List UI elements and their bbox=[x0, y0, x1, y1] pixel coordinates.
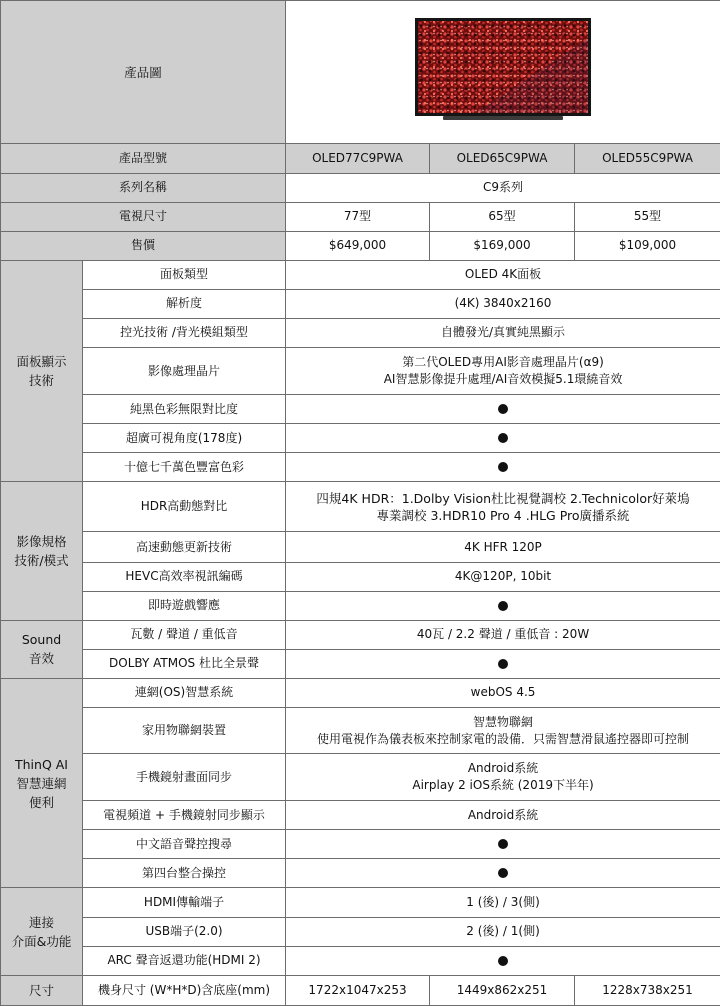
spec-label: 影像處理晶片 bbox=[83, 347, 286, 394]
supported-dot-icon bbox=[498, 868, 508, 878]
price-value: $169,000 bbox=[430, 231, 575, 260]
spec-label: 連網(OS)智慧系統 bbox=[83, 678, 286, 707]
spec-label: 面板類型 bbox=[83, 260, 286, 289]
product-image-cell bbox=[286, 1, 720, 144]
spec-row bbox=[1, 347, 720, 394]
dimension-value: 1722x1047x253 bbox=[286, 975, 430, 1005]
spec-row bbox=[1, 482, 720, 532]
spec-value bbox=[286, 830, 720, 859]
spec-row bbox=[1, 532, 720, 562]
size-value: 65型 bbox=[430, 202, 575, 231]
spec-row bbox=[1, 591, 720, 620]
dimension-value: 1449x862x251 bbox=[430, 975, 575, 1005]
spec-value: 自體發光/真實純黑顯示 bbox=[286, 318, 720, 347]
series-row bbox=[1, 173, 720, 202]
spec-label: DOLBY ATMOS 杜比全景聲 bbox=[83, 649, 286, 678]
spec-label: HEVC高效率視訊編碼 bbox=[83, 562, 286, 591]
series-value: C9系列 bbox=[286, 173, 720, 202]
spec-row bbox=[1, 318, 720, 347]
spec-label: 電視頻道 + 手機鏡射同步顯示 bbox=[83, 801, 286, 830]
spec-row bbox=[1, 801, 720, 830]
dimension-row bbox=[1, 975, 720, 1005]
spec-label: ARC 聲音返還功能(HDMI 2) bbox=[83, 946, 286, 975]
spec-row bbox=[1, 289, 720, 318]
price-label: 售價 bbox=[1, 231, 286, 260]
spec-label: 超廣可視角度(178度) bbox=[83, 424, 286, 453]
spec-value bbox=[286, 424, 720, 453]
spec-value bbox=[286, 946, 720, 975]
group-dimension-label: 尺寸 bbox=[1, 975, 83, 1005]
spec-value: OLED 4K面板 bbox=[286, 260, 720, 289]
supported-dot-icon bbox=[498, 659, 508, 669]
size-label: 電視尺寸 bbox=[1, 202, 286, 231]
supported-dot-icon bbox=[498, 839, 508, 849]
spec-label: 高速動態更新技術 bbox=[83, 532, 286, 562]
spec-value: 2 (後) / 1(側) bbox=[286, 917, 720, 946]
spec-row bbox=[1, 395, 720, 424]
spec-value: 40瓦 / 2.2 聲道 / 重低音 : 20W bbox=[286, 620, 720, 649]
spec-label: USB端子(2.0) bbox=[83, 917, 286, 946]
supported-dot-icon bbox=[498, 462, 508, 472]
spec-row bbox=[1, 830, 720, 859]
group-thinq-label: ThinQ AI 智慧連網 便利 bbox=[1, 678, 83, 888]
product-image-row bbox=[1, 1, 720, 144]
group-connect-label: 連接 介面&功能 bbox=[1, 888, 83, 975]
tv-product-image bbox=[415, 18, 591, 127]
spec-value: 智慧物聯網 使用電視作為儀表板來控制家電的設備．只需智慧滑鼠遙控器即可控制 bbox=[286, 707, 720, 753]
spec-value: 第二代OLED專用AI影音處理晶片(α9) AI智慧影像提升處理/AI音效模擬5.1環繞音效 bbox=[286, 347, 720, 394]
spec-value: 4K@120P, 10bit bbox=[286, 562, 720, 591]
size-value: 77型 bbox=[286, 202, 430, 231]
model-value: OLED65C9PWA bbox=[430, 144, 575, 173]
supported-dot-icon bbox=[498, 433, 508, 443]
spec-label: 即時遊戲響應 bbox=[83, 591, 286, 620]
supported-dot-icon bbox=[498, 956, 508, 966]
spec-label: 控光技術 /背光模組類型 bbox=[83, 318, 286, 347]
group-panel-label: 面板顯示 技術 bbox=[1, 260, 83, 482]
spec-row bbox=[1, 859, 720, 888]
spec-row bbox=[1, 946, 720, 975]
spec-row bbox=[1, 649, 720, 678]
spec-value bbox=[286, 453, 720, 482]
spec-row bbox=[1, 562, 720, 591]
series-label: 系列名稱 bbox=[1, 173, 286, 202]
tv-illustration bbox=[415, 18, 591, 122]
model-row bbox=[1, 144, 720, 173]
spec-row bbox=[1, 754, 720, 801]
product-image-label: 產品圖 bbox=[1, 1, 286, 144]
spec-row bbox=[1, 424, 720, 453]
group-sound-label: Sound 音效 bbox=[1, 620, 83, 678]
supported-dot-icon bbox=[498, 404, 508, 414]
spec-row bbox=[1, 620, 720, 649]
spec-value bbox=[286, 649, 720, 678]
spec-label: 手機鏡射畫面同步 bbox=[83, 754, 286, 801]
price-value: $109,000 bbox=[575, 231, 720, 260]
spec-label: 純黑色彩無限對比度 bbox=[83, 395, 286, 424]
spec-value: webOS 4.5 bbox=[286, 678, 720, 707]
spec-label: 解析度 bbox=[83, 289, 286, 318]
spec-row bbox=[1, 888, 720, 917]
spec-label: 家用物聯網裝置 bbox=[83, 707, 286, 753]
spec-row bbox=[1, 453, 720, 482]
model-value: OLED55C9PWA bbox=[575, 144, 720, 173]
spec-value bbox=[286, 859, 720, 888]
price-value: $649,000 bbox=[286, 231, 430, 260]
spec-label: HDR高動態對比 bbox=[83, 482, 286, 532]
spec-value: Android系統 Airplay 2 iOS系統 (2019下半年) bbox=[286, 754, 720, 801]
spec-row bbox=[1, 678, 720, 707]
spec-value bbox=[286, 591, 720, 620]
spec-label: 十億七千萬色豐富色彩 bbox=[83, 453, 286, 482]
supported-dot-icon bbox=[498, 601, 508, 611]
spec-label: 中文語音聲控搜尋 bbox=[83, 830, 286, 859]
spec-row bbox=[1, 707, 720, 753]
size-row bbox=[1, 202, 720, 231]
group-video-label: 影像規格 技術/模式 bbox=[1, 482, 83, 620]
size-value: 55型 bbox=[575, 202, 720, 231]
dimension-value: 1228x738x251 bbox=[575, 975, 720, 1005]
spec-row bbox=[1, 260, 720, 289]
spec-value: Android系統 bbox=[286, 801, 720, 830]
price-row bbox=[1, 231, 720, 260]
spec-value: 4K HFR 120P bbox=[286, 532, 720, 562]
spec-value: 四規4K HDR：1.Dolby Vision杜比視覺調校 2.Technicolor好萊塢 專業調校 3.HDR10 Pro 4 .HLG Pro廣播系統 bbox=[286, 482, 720, 532]
spec-value: 1 (後) / 3(側) bbox=[286, 888, 720, 917]
spec-label: HDMI傳輸端子 bbox=[83, 888, 286, 917]
spec-label: 第四台整合操控 bbox=[83, 859, 286, 888]
spec-value bbox=[286, 395, 720, 424]
spec-value: (4K) 3840x2160 bbox=[286, 289, 720, 318]
spec-label: 瓦數 / 聲道 / 重低音 bbox=[83, 620, 286, 649]
spec-row bbox=[1, 917, 720, 946]
spec-label: 機身尺寸 (W*H*D)含底座(mm) bbox=[83, 975, 286, 1005]
model-value: OLED77C9PWA bbox=[286, 144, 430, 173]
model-label: 產品型號 bbox=[1, 144, 286, 173]
